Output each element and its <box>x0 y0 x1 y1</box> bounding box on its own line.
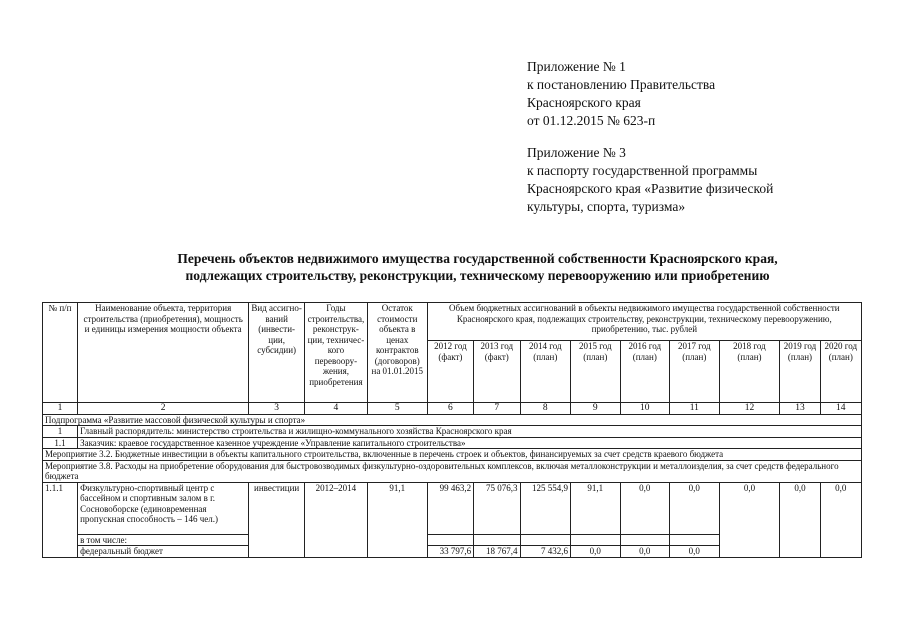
including-label: в том числе: <box>78 534 249 546</box>
col-number: 4 <box>304 403 367 415</box>
value-cell: 99 463,2 <box>427 482 473 534</box>
col-number: 7 <box>474 403 520 415</box>
header-year: 2017 год (план) <box>670 341 720 403</box>
header-year: 2020 год (план) <box>820 341 861 403</box>
col-number: 6 <box>427 403 473 415</box>
appendix-3-block <box>527 144 773 216</box>
object-kind: инвестиции <box>249 482 305 557</box>
value-cell: 0,0 <box>620 482 670 534</box>
value-cell: 75 076,3 <box>474 482 520 534</box>
federal-label: федеральный бюджет <box>78 546 249 558</box>
measure-3-8-row: Мероприятие 3.8. Расходы на приобретение оборудования для быстровозводимых физкультурно-оздоровительных комплексов, включая металлоконструкции и металлоизделия, за счет средств федерального бюджета <box>43 460 862 482</box>
header-year: 2014 год (план) <box>520 341 571 403</box>
manager-row: Главный распорядитель: министерство строительства и жилищно-коммунального хозяйства Красноярского края <box>78 426 862 438</box>
measure-3-2-row: Мероприятие 3.2. Бюджетные инвестиции в объекты капитального строительства, включенные в перечень строек и объектов, финансируемых за счет средств краевого бюджета <box>43 449 862 461</box>
subprogram-row: Подпрограмма «Развитие массовой физической культуры и спорта» <box>43 414 862 426</box>
col-number: 12 <box>719 403 780 415</box>
header-no: № п/п <box>43 303 78 403</box>
objects-table <box>42 302 862 558</box>
object-no: 1.1.1 <box>43 482 78 557</box>
col-number: 10 <box>620 403 670 415</box>
header-year: 2015 год (план) <box>571 341 621 403</box>
title-line-2: подлежащих строительству, реконструкции, техническому перевооружению или приобретению <box>185 268 770 283</box>
value-cell: 0,0 <box>719 482 780 557</box>
header-budget: Объем бюджетных ассигнований в объекты недвижимого имущества государственной собственности Красноярского края, подлежащих строительству, реконструкции, техническому перевооружению, приобретению, тыс. рублей <box>427 303 861 341</box>
value-cell: 0,0 <box>820 482 861 557</box>
col-number: 9 <box>571 403 621 415</box>
appendix-3-line: Приложение № 3 <box>527 145 626 160</box>
col-number: 8 <box>520 403 571 415</box>
value-cell: 91,1 <box>571 482 621 534</box>
value-cell: 0,0 <box>780 482 820 557</box>
col-number: 2 <box>78 403 249 415</box>
appendix-3-line: к паспорту государственной программы <box>527 163 758 178</box>
object-name: Физкультурно-спортивный центр с бассейном и спортивным залом в г. Сосновоборске (единовременная пропускная способность – 146 чел.) <box>78 482 249 534</box>
appendix-1-block <box>527 58 715 130</box>
customer-no: 1.1 <box>43 437 78 449</box>
header-kind: Вид ассигно-ваний (инвести-ции, субсидии) <box>249 303 305 403</box>
value-cell: 0,0 <box>670 482 720 534</box>
col-number: 11 <box>670 403 720 415</box>
federal-value: 0,0 <box>571 546 621 558</box>
col-number: 5 <box>367 403 427 415</box>
document-title <box>60 250 895 284</box>
header-year: 2018 год (план) <box>719 341 780 403</box>
header-year: 2016 год (план) <box>620 341 670 403</box>
federal-value: 7 432,6 <box>520 546 571 558</box>
appendix-1-line: Приложение № 1 <box>527 59 626 74</box>
header-year: 2012 год (факт) <box>427 341 473 403</box>
header-year: 2013 год (факт) <box>474 341 520 403</box>
header-name: Наименование объекта, территория строительства (приобретения), мощность и единицы измерения мощности объекта <box>78 303 249 403</box>
col-number: 3 <box>249 403 305 415</box>
header-year: 2019 год (план) <box>780 341 820 403</box>
header-years: Годы строительства, реконструк-ции, техничес-кого перевоору-жения, приобретения <box>304 303 367 403</box>
federal-value: 18 767,4 <box>474 546 520 558</box>
col-number: 14 <box>820 403 861 415</box>
federal-value: 0,0 <box>670 546 720 558</box>
customer-row: Заказчик: краевое государственное казенное учреждение «Управление капитального строительства» <box>78 437 862 449</box>
col-number: 1 <box>43 403 78 415</box>
object-years: 2012–2014 <box>304 482 367 557</box>
appendix-1-line: Красноярского края <box>527 95 641 110</box>
appendix-1-line: от 01.12.2015 № 623-п <box>527 113 656 128</box>
appendix-1-line: к постановлению Правительства <box>527 77 716 92</box>
col-number: 13 <box>780 403 820 415</box>
object-remainder: 91,1 <box>367 482 427 557</box>
federal-value: 0,0 <box>620 546 670 558</box>
header-remainder: Остаток стоимости объекта в ценах контрактов (договоров) на 01.01.2015 <box>367 303 427 403</box>
manager-no: 1 <box>43 426 78 438</box>
value-cell: 125 554,9 <box>520 482 571 534</box>
appendix-3-line: Красноярского края «Развитие физической <box>527 181 774 196</box>
federal-value: 33 797,6 <box>427 546 473 558</box>
appendix-3-line: культуры, спорта, туризма» <box>527 199 686 214</box>
title-line-1: Перечень объектов недвижимого имущества государственной собственности Красноярского края, <box>177 251 778 266</box>
